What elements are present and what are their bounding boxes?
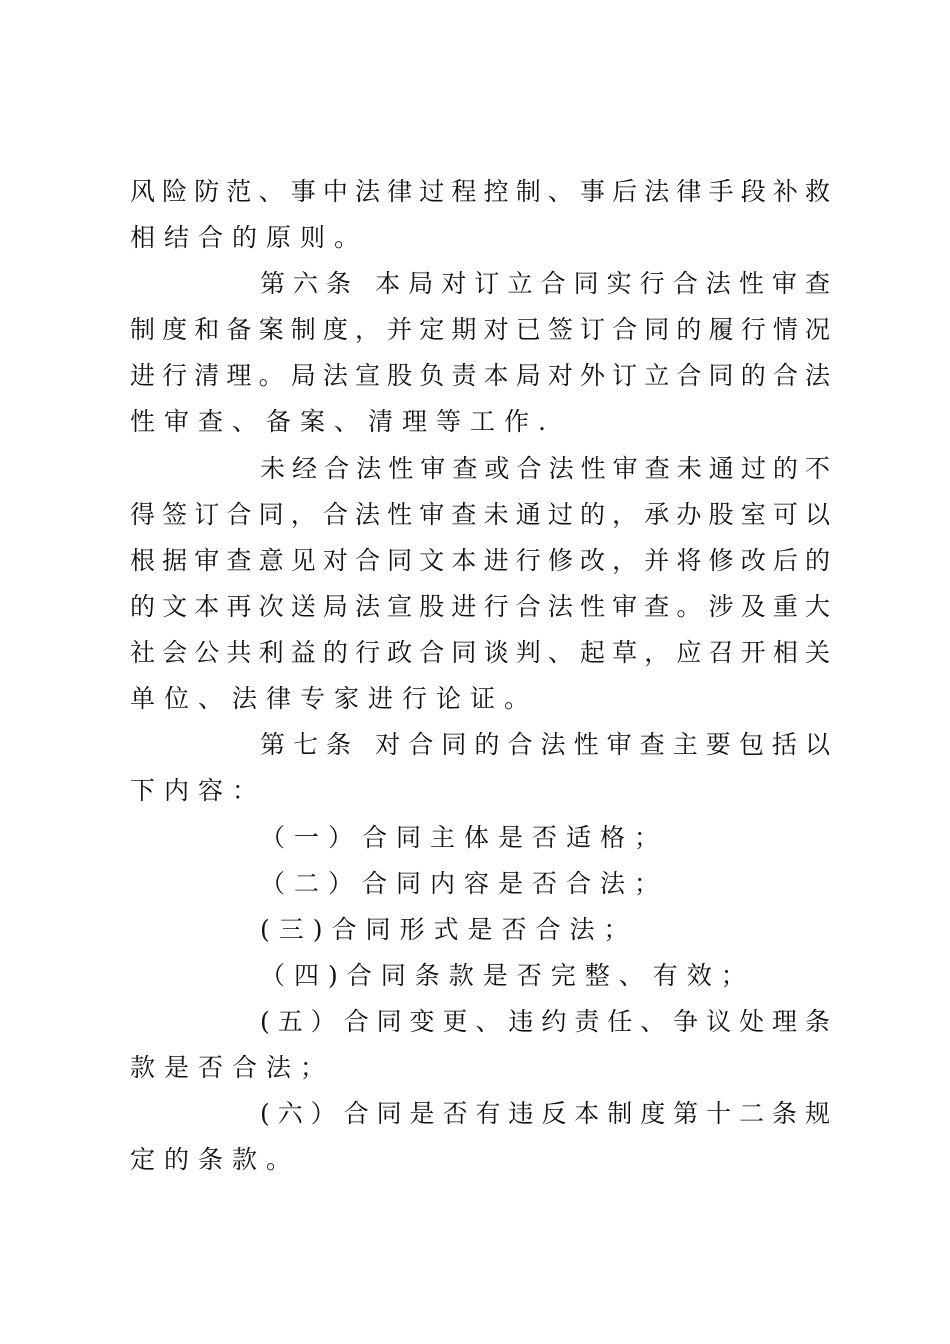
- text-line: 风险防范、事中法律过程控制、事后法律手段补救: [130, 177, 830, 206]
- text-line: 下内容：: [130, 776, 267, 805]
- list-item-6: (六）合同是否有违反本制度第十二条规: [260, 1099, 830, 1128]
- paragraph-start-line: 未经合法性审查或合法性审查未通过的不: [260, 454, 830, 483]
- list-item-6-continued: 定的条款。: [130, 1145, 301, 1174]
- article-6-heading-line: 第六条 本局对订立合同实行合法性审查: [260, 269, 830, 298]
- list-item-1: （一）合同主体是否适格；: [260, 823, 669, 852]
- text-line: 制度和备案制度，并定期对已签订合同的履行情况: [130, 315, 830, 344]
- text-line: 得签订合同，合法性审查未通过的，承办股室可以: [130, 500, 830, 529]
- list-item-2: （二）合同内容是否合法；: [260, 869, 669, 898]
- text-line: 根据审查意见对合同文本进行修改，并将修改后的: [130, 546, 830, 575]
- text-line: 的文本再次送局法宣股进行合法性审查。涉及重大: [130, 592, 830, 621]
- list-item-5-continued: 款是否合法；: [130, 1053, 335, 1082]
- list-item-4: （四)合同条款是否完整、有效；: [260, 961, 755, 990]
- list-item-3: (三)合同形式是否合法；: [260, 915, 638, 944]
- article-7-heading-line: 第七条 对合同的合法性审查主要包括以: [260, 730, 830, 759]
- list-item-5: (五）合同变更、违约责任、争议处理条: [260, 1007, 830, 1036]
- text-line: 社会公共利益的行政合同谈判、起草，应召开相关: [130, 638, 830, 667]
- text-line: 进行清理。局法宣股负责本局对外订立合同的合法: [130, 361, 830, 390]
- text-line: 相结合的原则。: [130, 223, 369, 252]
- text-line: 单位、法律专家进行论证。: [130, 684, 539, 713]
- text-line: 性审查、备案、清理等工作.: [130, 407, 555, 436]
